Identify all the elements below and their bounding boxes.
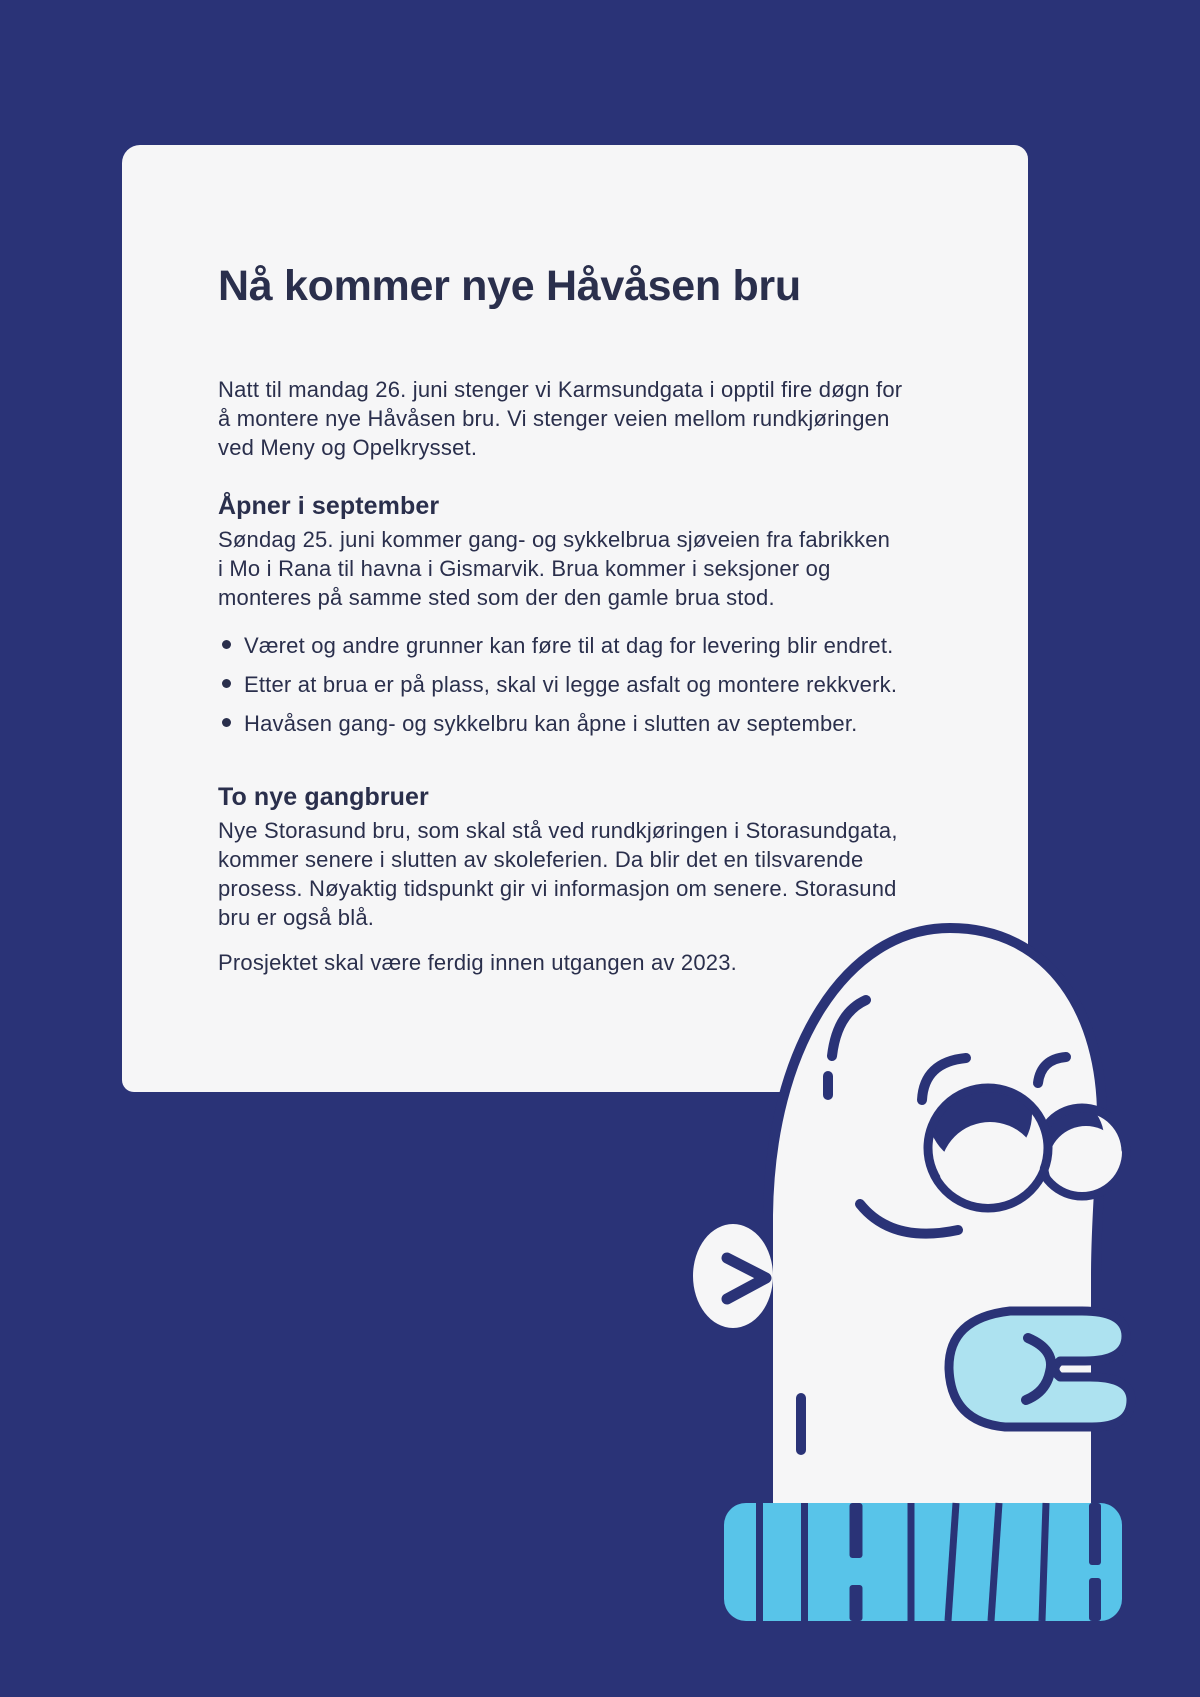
bullet-dot-icon — [222, 679, 231, 688]
gangbruer-line: kommer senere i slutten av skoleferien. Da blir det en tilsvarende — [218, 847, 864, 872]
bullet-dot-icon — [222, 718, 231, 727]
bullet-text: Etter at brua er på plass, skal vi legge asfalt og montere rekkverk. — [244, 672, 898, 697]
intro-line: Natt til mandag 26. juni stenger vi Karmsundgata i opptil fire døgn for — [218, 377, 903, 402]
intro-line: å montere nye Håvåsen bru. Vi stenger veien mellom rundkjøringen — [218, 406, 890, 431]
bullet-list — [218, 631, 897, 748]
bullet-dot-icon — [222, 640, 231, 649]
gangbruer-line: prosess. Nøyaktig tidspunkt gir vi informasjon om senere. Storasund — [218, 876, 897, 901]
intro-paragraph — [218, 375, 902, 462]
september-line: i Mo i Rana til havna i Gismarvik. Brua kommer i seksjoner og — [218, 556, 831, 581]
list-item — [218, 670, 897, 699]
gangbruer-line: Nye Storasund bru, som skal stå ved rundkjøringen i Storasundgata, — [218, 818, 898, 843]
september-paragraph — [218, 525, 890, 612]
mascot-illustration — [640, 860, 1140, 1697]
mascot-mouth — [949, 1311, 1131, 1427]
section-heading-gangbruer: To nye gangbruer — [218, 783, 429, 811]
list-item — [218, 631, 897, 660]
september-line: monteres på samme sted som der den gamle brua stod. — [218, 585, 775, 610]
list-item — [218, 709, 897, 738]
section-heading-september: Åpner i september — [218, 492, 440, 520]
gangbruer-line: bru er også blå. — [218, 905, 375, 930]
mascot-ear — [693, 1224, 773, 1328]
closing-line: Prosjektet skal være ferdig innen utgangen av 2023. — [218, 950, 737, 975]
bullet-text: Havåsen gang- og sykkelbru kan åpne i slutten av september. — [244, 711, 858, 736]
intro-line: ved Meny og Opelkrysset. — [218, 435, 478, 460]
mascot-striped-collar — [724, 1503, 1122, 1621]
page-title: Nå kommer nye Håvåsen bru — [218, 262, 801, 310]
bullet-text: Været og andre grunner kan føre til at dag for levering blir endret. — [244, 633, 894, 658]
september-line: Søndag 25. juni kommer gang- og sykkelbrua sjøveien fra fabrikken — [218, 527, 891, 552]
